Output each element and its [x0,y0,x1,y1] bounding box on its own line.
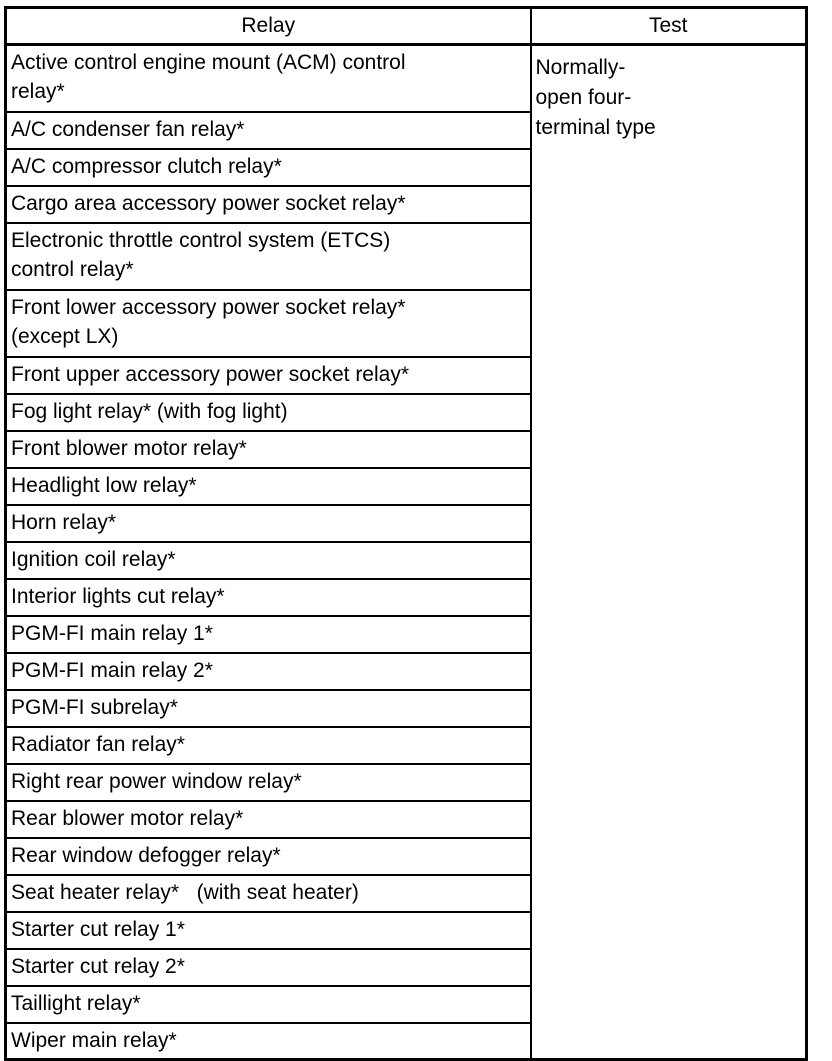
relay-cell: A/C condenser fan relay* [6,112,531,149]
relay-cell: PGM-FI subrelay* [6,690,531,727]
test-value-line: terminal type [535,116,656,139]
relay-cell: Front upper accessory power socket relay* [6,357,531,394]
relay-cell: Headlight low relay* [6,468,531,505]
table-row [6,45,807,112]
header-relay: Relay [6,8,531,45]
header-test: Test [531,8,807,45]
test-value-line: open four- [535,86,632,109]
relay-cell: Seat heater relay* (with seat heater) [6,875,531,912]
relay-cell [6,290,531,357]
relay-name-line: relay* [11,80,65,103]
relay-cell: Radiator fan relay* [6,727,531,764]
header-row [6,8,807,45]
relay-cell: Wiper main relay* [6,1023,531,1060]
relay-cell: PGM-FI main relay 2* [6,653,531,690]
relay-cell: Starter cut relay 2* [6,949,531,986]
relay-test-table [4,6,808,1061]
relay-cell: Horn relay* [6,505,531,542]
relay-name-line: control relay* [11,257,134,281]
relay-name-line: (except LX) [11,324,119,348]
relay-name-line: Electronic throttle control system (ETCS) [11,228,391,252]
relay-cell: Cargo area accessory power socket relay* [6,186,531,223]
relay-cell [6,45,531,112]
relay-cell: PGM-FI main relay 1* [6,616,531,653]
relay-cell: Interior lights cut relay* [6,579,531,616]
relay-cell: Starter cut relay 1* [6,912,531,949]
relay-name-line: Front lower accessory power socket relay* [11,295,406,319]
relay-cell: A/C compressor clutch relay* [6,149,531,186]
test-cell [531,45,807,1060]
relay-cell [6,223,531,290]
relay-cell: Front blower motor relay* [6,431,531,468]
relay-cell: Rear blower motor relay* [6,801,531,838]
relay-cell: Rear window defogger relay* [6,838,531,875]
relay-name-line: Active control engine mount (ACM) control [11,51,406,74]
relay-cell: Ignition coil relay* [6,542,531,579]
relay-cell: Taillight relay* [6,986,531,1023]
relay-cell: Fog light relay* (with fog light) [6,394,531,431]
test-value-line: Normally- [535,56,626,79]
relay-cell: Right rear power window relay* [6,764,531,801]
